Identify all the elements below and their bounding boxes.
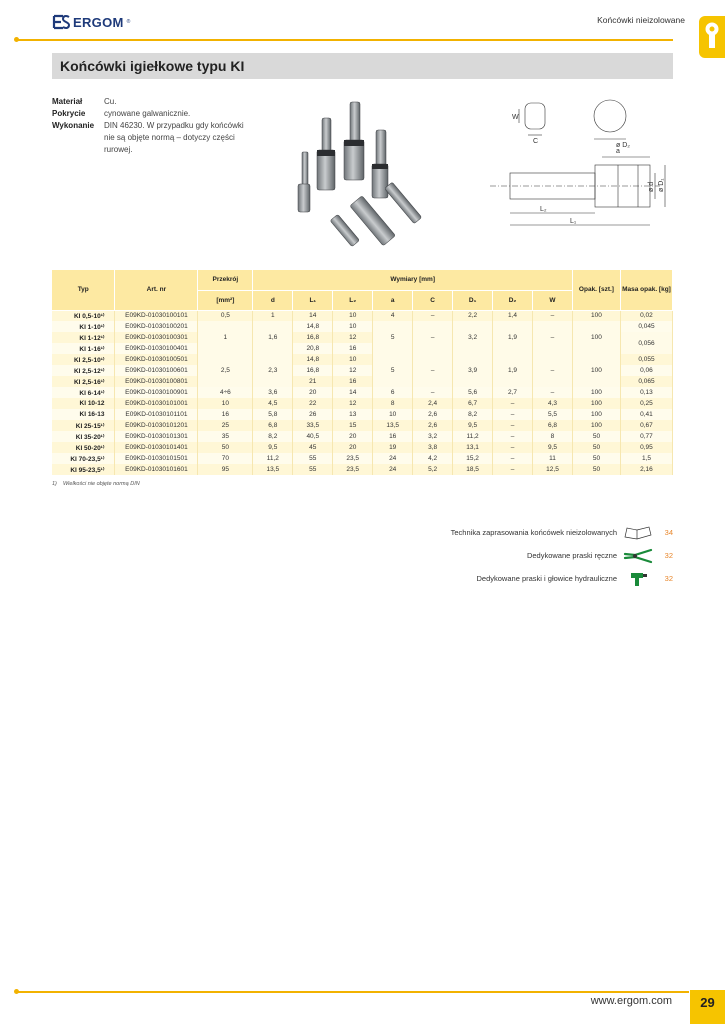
cell-a: 4 (373, 310, 413, 321)
cell-a: 6 (373, 387, 413, 398)
cell-l2: 12 (333, 365, 373, 376)
cell-c: – (413, 354, 453, 387)
header-przekroj-unit: [mm²] (198, 290, 253, 310)
cell-l1: 45 (293, 442, 333, 453)
cell-typ: KI 50-20¹⁾ (52, 442, 115, 453)
cell-l2: 14 (333, 387, 373, 398)
cell-opak: 100 (572, 409, 620, 420)
page-number-tab (690, 990, 725, 1024)
cell-art: E09KD-01030101301 (115, 431, 198, 442)
header-art: Art. nr (115, 270, 198, 310)
cell-d2: – (493, 398, 533, 409)
cell-d2: 1,4 (493, 310, 533, 321)
cell-d2: 2,7 (493, 387, 533, 398)
cell-a: 10 (373, 409, 413, 420)
cell-l2: 15 (333, 420, 373, 431)
cell-d: 9,5 (253, 442, 293, 453)
cell-masa: 0,77 (620, 431, 672, 442)
property-row (52, 120, 249, 156)
cell-d2: – (493, 431, 533, 442)
cell-a: 24 (373, 453, 413, 464)
cell-w: 4,3 (533, 398, 573, 409)
brand-registered-mark: ® (126, 19, 131, 25)
cell-opak: 50 (572, 453, 620, 464)
related-link[interactable] (451, 521, 673, 544)
cell-d2: 1,9 (493, 321, 533, 354)
header-category: Końcówki nieizolowane (597, 15, 685, 25)
cell-typ: KI 35-20¹⁾ (52, 431, 115, 442)
cell-a: 24 (373, 464, 413, 475)
crimping-tool-icon (623, 548, 653, 564)
header-opak: Opak. [szt.] (572, 270, 620, 310)
cell-l1: 16,8 (293, 365, 333, 376)
cell-d2: – (493, 464, 533, 475)
cell-d: 8,2 (253, 431, 293, 442)
ring-terminal-icon (705, 22, 719, 50)
property-label: Wykonanie (52, 121, 95, 130)
cell-l2: 20 (333, 442, 373, 453)
cell-typ: KI 2,5-10¹⁾ (52, 354, 115, 365)
header-d2: D₂ (493, 290, 533, 310)
cell-masa: 0,055 (620, 354, 672, 365)
footnote (52, 481, 140, 487)
table-row (52, 387, 673, 398)
label-l1: L₁ (570, 218, 577, 225)
cell-l1: 14,8 (293, 354, 333, 365)
cell-l2: 20 (333, 431, 373, 442)
related-link-page[interactable]: 32 (664, 551, 673, 560)
cell-d1: 2,2 (453, 310, 493, 321)
header-c: C (413, 290, 453, 310)
related-link[interactable] (451, 567, 673, 590)
cell-a: 8 (373, 398, 413, 409)
cell-masa: 0,67 (620, 420, 672, 431)
cell-przekroj: 1 (198, 321, 253, 354)
cell-przekroj: 50 (198, 442, 253, 453)
cell-masa: 0,13 (620, 387, 672, 398)
header-wymiary: Wymiary [mm] (253, 270, 573, 290)
cell-art: E09KD-01030100801 (115, 376, 198, 387)
cell-opak: 100 (572, 398, 620, 409)
cell-l1: 55 (293, 464, 333, 475)
property-value: Cu. (104, 97, 117, 106)
cell-l2: 10 (333, 354, 373, 365)
cell-art: E09KD-01030100901 (115, 387, 198, 398)
cell-d1: 18,5 (453, 464, 493, 475)
cell-l1: 26 (293, 409, 333, 420)
related-link-label[interactable]: Technika zaprasowania końcówek nieizolowanych (450, 528, 617, 537)
property-value: DIN 46230. W przypadku gdy końcówki nie są objęte normą – dotyczy części rurowej. (104, 121, 244, 154)
cell-typ: KI 2,5-16¹⁾ (52, 376, 115, 387)
cell-art: E09KD-01030101201 (115, 420, 198, 431)
top-rule (16, 39, 673, 41)
cell-opak: 100 (572, 387, 620, 398)
cell-przekroj: 70 (198, 453, 253, 464)
property-label: Pokrycie (52, 109, 86, 118)
header-przekroj: Przekrój (198, 270, 253, 290)
cell-opak: 50 (572, 464, 620, 475)
header-l1: L₁ (293, 290, 333, 310)
label-d2: ø D₂ (616, 142, 630, 149)
cell-l1: 20,8 (293, 343, 333, 354)
cell-masa: 0,25 (620, 398, 672, 409)
cell-d1: 5,6 (453, 387, 493, 398)
cell-przekroj: 16 (198, 409, 253, 420)
cell-l2: 13 (333, 409, 373, 420)
cell-d: 6,8 (253, 420, 293, 431)
cell-opak: 100 (572, 354, 620, 387)
book-icon (623, 525, 653, 541)
cell-d1: 15,2 (453, 453, 493, 464)
table-row (52, 354, 673, 365)
cell-masa: 1,5 (620, 453, 672, 464)
property-label: Materiał (52, 97, 83, 106)
related-link-label[interactable]: Dedykowane praski i głowice hydrauliczne (476, 574, 617, 583)
cell-w: 12,5 (533, 464, 573, 475)
cell-przekroj: 4÷6 (198, 387, 253, 398)
related-link-page[interactable]: 34 (664, 528, 673, 537)
cell-przekroj: 25 (198, 420, 253, 431)
cell-art: E09KD-01030101001 (115, 398, 198, 409)
bottom-rule (16, 991, 689, 993)
cell-typ: KI 25-15¹⁾ (52, 420, 115, 431)
cell-d: 13,5 (253, 464, 293, 475)
related-link-label[interactable]: Dedykowane praski ręczne (526, 551, 617, 560)
cell-w: – (533, 321, 573, 354)
cell-d1: 9,5 (453, 420, 493, 431)
cell-a: 13,5 (373, 420, 413, 431)
cell-art: E09KD-01030101101 (115, 409, 198, 420)
brand-logo (52, 14, 130, 30)
cell-l1: 55 (293, 453, 333, 464)
cell-d2: – (493, 409, 533, 420)
cell-typ: KI 2,5-12¹⁾ (52, 365, 115, 376)
cell-masa: 0,056 (620, 332, 672, 354)
property-row (52, 108, 249, 120)
cell-c: – (413, 310, 453, 321)
table-row (52, 420, 673, 431)
cell-c: 2,6 (413, 409, 453, 420)
cell-art: E09KD-01030100501 (115, 354, 198, 365)
cell-d2: – (493, 442, 533, 453)
cell-d: 11,2 (253, 453, 293, 464)
cell-a: 5 (373, 321, 413, 354)
table-row (52, 398, 673, 409)
related-link-page[interactable]: 32 (664, 574, 673, 583)
label-a: a (616, 148, 620, 155)
cell-a: 19 (373, 442, 413, 453)
cell-masa: 0,065 (620, 376, 672, 387)
cell-d: 3,6 (253, 387, 293, 398)
cell-typ: KI 10-12 (52, 398, 115, 409)
cell-art: E09KD-01030100201 (115, 321, 198, 332)
header-masa: Masa opak. [kg] (620, 270, 672, 310)
related-link[interactable] (451, 544, 673, 567)
cell-l2: 12 (333, 398, 373, 409)
hydraulic-press-icon (623, 571, 653, 587)
table-row (52, 409, 673, 420)
cell-w: 5,5 (533, 409, 573, 420)
cell-d1: 8,2 (453, 409, 493, 420)
cell-masa: 0,06 (620, 365, 672, 376)
cell-l1: 14,8 (293, 321, 333, 332)
cell-d1: 3,2 (453, 321, 493, 354)
page-title: Końcówki igiełkowe typu KI (60, 58, 245, 74)
cell-art: E09KD-01030100301 (115, 332, 198, 343)
cell-a: 16 (373, 431, 413, 442)
cell-d1: 11,2 (453, 431, 493, 442)
cell-l1: 40,5 (293, 431, 333, 442)
footnote-mark: 1) (52, 481, 57, 487)
cell-opak: 100 (572, 420, 620, 431)
cell-l2: 16 (333, 343, 373, 354)
cell-l2: 16 (333, 376, 373, 387)
cell-c: – (413, 321, 453, 354)
product-properties (52, 96, 249, 156)
label-d: ø d (648, 181, 655, 192)
cell-masa: 2,16 (620, 464, 672, 475)
cell-c: 2,6 (413, 420, 453, 431)
header-l2: L₂ (333, 290, 373, 310)
cell-w: 6,8 (533, 420, 573, 431)
cell-art: E09KD-01030100601 (115, 365, 198, 376)
footnote-text: Wielkości nie objęte normą DIN (63, 481, 140, 487)
title-bar (52, 53, 673, 79)
cell-art: E09KD-01030100101 (115, 310, 198, 321)
related-links (451, 521, 673, 590)
cell-l1: 16,8 (293, 332, 333, 343)
cell-d2: – (493, 420, 533, 431)
cell-a: 5 (373, 354, 413, 387)
cell-art: E09KD-01030101601 (115, 464, 198, 475)
cell-typ: KI 0,5-10¹⁾ (52, 310, 115, 321)
technical-drawing (490, 95, 680, 235)
cell-c: – (413, 387, 453, 398)
cell-przekroj: 0,5 (198, 310, 253, 321)
header-typ: Typ (52, 270, 115, 310)
page-number: 29 (700, 995, 715, 1010)
cell-d1: 6,7 (453, 398, 493, 409)
specification-table (52, 270, 673, 475)
label-l2: L₂ (540, 206, 547, 213)
cell-opak: 50 (572, 442, 620, 453)
cell-w: – (533, 310, 573, 321)
cell-typ: KI 70-23,5¹⁾ (52, 453, 115, 464)
cell-l1: 21 (293, 376, 333, 387)
cell-l2: 10 (333, 310, 373, 321)
cell-art: E09KD-01030101501 (115, 453, 198, 464)
cell-typ: KI 1-10¹⁾ (52, 321, 115, 332)
cell-c: 3,2 (413, 431, 453, 442)
header-d1: D₁ (453, 290, 493, 310)
cell-d1: 3,9 (453, 354, 493, 387)
cell-typ: KI 1-16¹⁾ (52, 343, 115, 354)
cell-masa: 0,41 (620, 409, 672, 420)
cell-przekroj: 2,5 (198, 354, 253, 387)
cell-opak: 100 (572, 321, 620, 354)
cell-l1: 33,5 (293, 420, 333, 431)
cell-przekroj: 35 (198, 431, 253, 442)
table-row (52, 442, 673, 453)
cell-w: 9,5 (533, 442, 573, 453)
cell-l2: 12 (333, 332, 373, 343)
cell-w: 11 (533, 453, 573, 464)
cell-w: 8 (533, 431, 573, 442)
table-row (52, 453, 673, 464)
cell-c: 5,2 (413, 464, 453, 475)
table-row (52, 464, 673, 475)
cell-d: 1,6 (253, 321, 293, 354)
header-a: a (373, 290, 413, 310)
cell-d: 5,8 (253, 409, 293, 420)
cell-w: – (533, 354, 573, 387)
cell-l1: 22 (293, 398, 333, 409)
cell-d: 4,5 (253, 398, 293, 409)
table-row (52, 431, 673, 442)
label-c: C (533, 138, 539, 145)
cell-d2: 1,9 (493, 354, 533, 387)
cell-typ: KI 16-13 (52, 409, 115, 420)
cell-opak: 100 (572, 310, 620, 321)
product-photo (292, 100, 442, 250)
header-d: d (253, 290, 293, 310)
table-row (52, 321, 673, 332)
cell-l2: 23,5 (333, 453, 373, 464)
cell-c: 4,2 (413, 453, 453, 464)
cell-c: 3,8 (413, 442, 453, 453)
property-row (52, 96, 249, 108)
cell-art: E09KD-01030100401 (115, 343, 198, 354)
cell-masa: 0,02 (620, 310, 672, 321)
cell-masa: 0,95 (620, 442, 672, 453)
cell-l1: 14 (293, 310, 333, 321)
cell-typ: KI 95-23,5¹⁾ (52, 464, 115, 475)
cell-art: E09KD-01030101401 (115, 442, 198, 453)
brand-name: ERGOM (73, 14, 124, 30)
website-link[interactable]: www.ergom.com (590, 995, 672, 1007)
cell-typ: KI 1-12¹⁾ (52, 332, 115, 343)
cell-l2: 23,5 (333, 464, 373, 475)
header-w: W (533, 290, 573, 310)
cell-typ: KI 6-14¹⁾ (52, 387, 115, 398)
cell-d2: – (493, 453, 533, 464)
cell-masa: 0,045 (620, 321, 672, 332)
cell-d: 1 (253, 310, 293, 321)
table-row (52, 310, 673, 321)
label-d1: ø D₁ (658, 178, 665, 192)
cell-w: – (533, 387, 573, 398)
property-value: cynowane galwanicznie. (104, 109, 191, 118)
cell-d1: 13,1 (453, 442, 493, 453)
cell-opak: 50 (572, 431, 620, 442)
cell-przekroj: 95 (198, 464, 253, 475)
cell-l1: 20 (293, 387, 333, 398)
cell-przekroj: 10 (198, 398, 253, 409)
cell-c: 2,4 (413, 398, 453, 409)
label-w: W (512, 114, 519, 121)
ergom-logo-icon (52, 14, 70, 30)
cell-d: 2,3 (253, 354, 293, 387)
cell-l2: 10 (333, 321, 373, 332)
